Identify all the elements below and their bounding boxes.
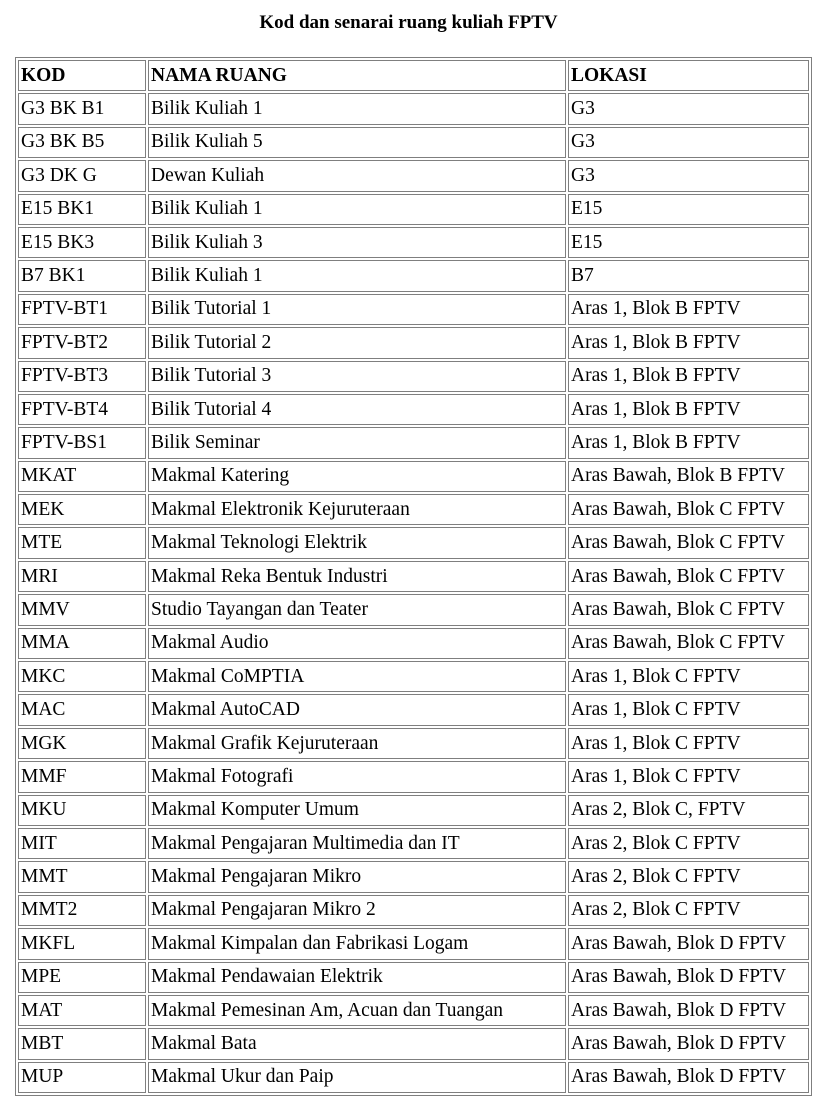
cell-lokasi: Aras 1, Blok B FPTV [568,361,809,392]
cell-kod: FPTV-BT4 [18,394,146,425]
cell-lokasi: Aras 1, Blok C FPTV [568,761,809,792]
table-row [18,995,809,1026]
cell-kod: MEK [18,494,146,525]
table-header-row [18,60,809,91]
cell-nama-ruang: Bilik Kuliah 3 [148,227,566,258]
cell-nama-ruang: Makmal Reka Bentuk Industri [148,561,566,592]
table-row [18,895,809,926]
cell-kod: FPTV-BT1 [18,294,146,325]
cell-kod: FPTV-BT3 [18,361,146,392]
cell-nama-ruang: Makmal Audio [148,628,566,659]
cell-kod: MMV [18,594,146,625]
cell-kod: MMT [18,861,146,892]
table-row [18,361,809,392]
cell-kod: FPTV-BT2 [18,327,146,358]
cell-kod: MMF [18,761,146,792]
cell-kod: B7 BK1 [18,260,146,291]
table-row [18,294,809,325]
cell-nama-ruang: Makmal Ukur dan Paip [148,1062,566,1093]
cell-kod: MTE [18,527,146,558]
cell-nama-ruang: Makmal Elektronik Kejuruteraan [148,494,566,525]
table-row [18,694,809,725]
cell-kod: MKFL [18,928,146,959]
cell-lokasi: Aras 2, Blok C FPTV [568,861,809,892]
table-row [18,761,809,792]
cell-kod: MMA [18,628,146,659]
cell-kod: MGK [18,728,146,759]
cell-lokasi: Aras Bawah, Blok C FPTV [568,494,809,525]
cell-lokasi: E15 [568,194,809,225]
cell-kod: MUP [18,1062,146,1093]
cell-lokasi: Aras Bawah, Blok C FPTV [568,628,809,659]
header-nama-ruang: NAMA RUANG [148,60,566,91]
cell-nama-ruang: Bilik Tutorial 3 [148,361,566,392]
table-row [18,160,809,191]
cell-nama-ruang: Makmal AutoCAD [148,694,566,725]
cell-nama-ruang: Makmal Grafik Kejuruteraan [148,728,566,759]
table-row [18,828,809,859]
table-row [18,427,809,458]
cell-kod: MKU [18,795,146,826]
cell-nama-ruang: Makmal Pengajaran Mikro 2 [148,895,566,926]
cell-lokasi: Aras Bawah, Blok B FPTV [568,461,809,492]
cell-nama-ruang: Makmal Pengajaran Mikro [148,861,566,892]
table-row [18,928,809,959]
cell-nama-ruang: Makmal Katering [148,461,566,492]
cell-lokasi: Aras 2, Blok C FPTV [568,828,809,859]
table-row [18,461,809,492]
cell-kod: MPE [18,962,146,993]
cell-nama-ruang: Bilik Kuliah 1 [148,93,566,124]
cell-nama-ruang: Bilik Tutorial 2 [148,327,566,358]
cell-kod: E15 BK3 [18,227,146,258]
cell-nama-ruang: Makmal Fotografi [148,761,566,792]
cell-lokasi: Aras 1, Blok C FPTV [568,661,809,692]
cell-kod: MKAT [18,461,146,492]
table-row [18,260,809,291]
cell-lokasi: Aras Bawah, Blok D FPTV [568,995,809,1026]
cell-nama-ruang: Bilik Tutorial 4 [148,394,566,425]
cell-kod: MAC [18,694,146,725]
cell-kod: G3 BK B5 [18,127,146,158]
cell-nama-ruang: Bilik Seminar [148,427,566,458]
cell-lokasi: B7 [568,260,809,291]
cell-nama-ruang: Bilik Tutorial 1 [148,294,566,325]
cell-nama-ruang: Bilik Kuliah 1 [148,260,566,291]
table-row [18,327,809,358]
table-row [18,661,809,692]
table-row [18,561,809,592]
table-row [18,795,809,826]
table-row [18,394,809,425]
cell-kod: MIT [18,828,146,859]
cell-lokasi: Aras 2, Blok C, FPTV [568,795,809,826]
cell-nama-ruang: Studio Tayangan dan Teater [148,594,566,625]
header-kod: KOD [18,60,146,91]
cell-lokasi: G3 [568,160,809,191]
cell-nama-ruang: Makmal CoMPTIA [148,661,566,692]
cell-kod: MBT [18,1028,146,1059]
table-row [18,1028,809,1059]
cell-lokasi: Aras 1, Blok B FPTV [568,394,809,425]
table-row [18,628,809,659]
cell-lokasi: Aras Bawah, Blok D FPTV [568,928,809,959]
cell-nama-ruang: Makmal Pendawaian Elektrik [148,962,566,993]
cell-kod: MMT2 [18,895,146,926]
table-row [18,728,809,759]
cell-kod: G3 BK B1 [18,93,146,124]
cell-lokasi: Aras Bawah, Blok D FPTV [568,1062,809,1093]
cell-lokasi: Aras Bawah, Blok D FPTV [568,1028,809,1059]
cell-lokasi: Aras 1, Blok B FPTV [568,427,809,458]
cell-nama-ruang: Makmal Teknologi Elektrik [148,527,566,558]
cell-nama-ruang: Makmal Bata [148,1028,566,1059]
cell-nama-ruang: Dewan Kuliah [148,160,566,191]
cell-lokasi: Aras Bawah, Blok D FPTV [568,962,809,993]
table-row [18,527,809,558]
table-row [18,127,809,158]
room-table [15,57,812,1096]
cell-nama-ruang: Makmal Pemesinan Am, Acuan dan Tuangan [148,995,566,1026]
cell-kod: MAT [18,995,146,1026]
cell-lokasi: Aras Bawah, Blok C FPTV [568,527,809,558]
cell-lokasi: Aras 1, Blok C FPTV [568,728,809,759]
cell-lokasi: Aras Bawah, Blok C FPTV [568,561,809,592]
cell-lokasi: Aras 1, Blok B FPTV [568,294,809,325]
table-row [18,93,809,124]
table-row [18,494,809,525]
table-body [18,93,809,1093]
table-row [18,1062,809,1093]
cell-kod: MKC [18,661,146,692]
cell-kod: G3 DK G [18,160,146,191]
cell-nama-ruang: Makmal Komputer Umum [148,795,566,826]
header-lokasi: LOKASI [568,60,809,91]
cell-lokasi: Aras 1, Blok C FPTV [568,694,809,725]
cell-lokasi: G3 [568,93,809,124]
cell-kod: MRI [18,561,146,592]
cell-kod: FPTV-BS1 [18,427,146,458]
cell-lokasi: G3 [568,127,809,158]
cell-nama-ruang: Makmal Kimpalan dan Fabrikasi Logam [148,928,566,959]
table-row [18,194,809,225]
cell-lokasi: Aras 1, Blok B FPTV [568,327,809,358]
cell-lokasi: Aras 2, Blok C FPTV [568,895,809,926]
table-row [18,861,809,892]
cell-nama-ruang: Bilik Kuliah 1 [148,194,566,225]
cell-lokasi: E15 [568,227,809,258]
cell-nama-ruang: Makmal Pengajaran Multimedia dan IT [148,828,566,859]
cell-nama-ruang: Bilik Kuliah 5 [148,127,566,158]
cell-lokasi: Aras Bawah, Blok C FPTV [568,594,809,625]
page-title: Kod dan senarai ruang kuliah FPTV [259,12,558,33]
table-row [18,962,809,993]
table-row [18,594,809,625]
cell-kod: E15 BK1 [18,194,146,225]
table-row [18,227,809,258]
